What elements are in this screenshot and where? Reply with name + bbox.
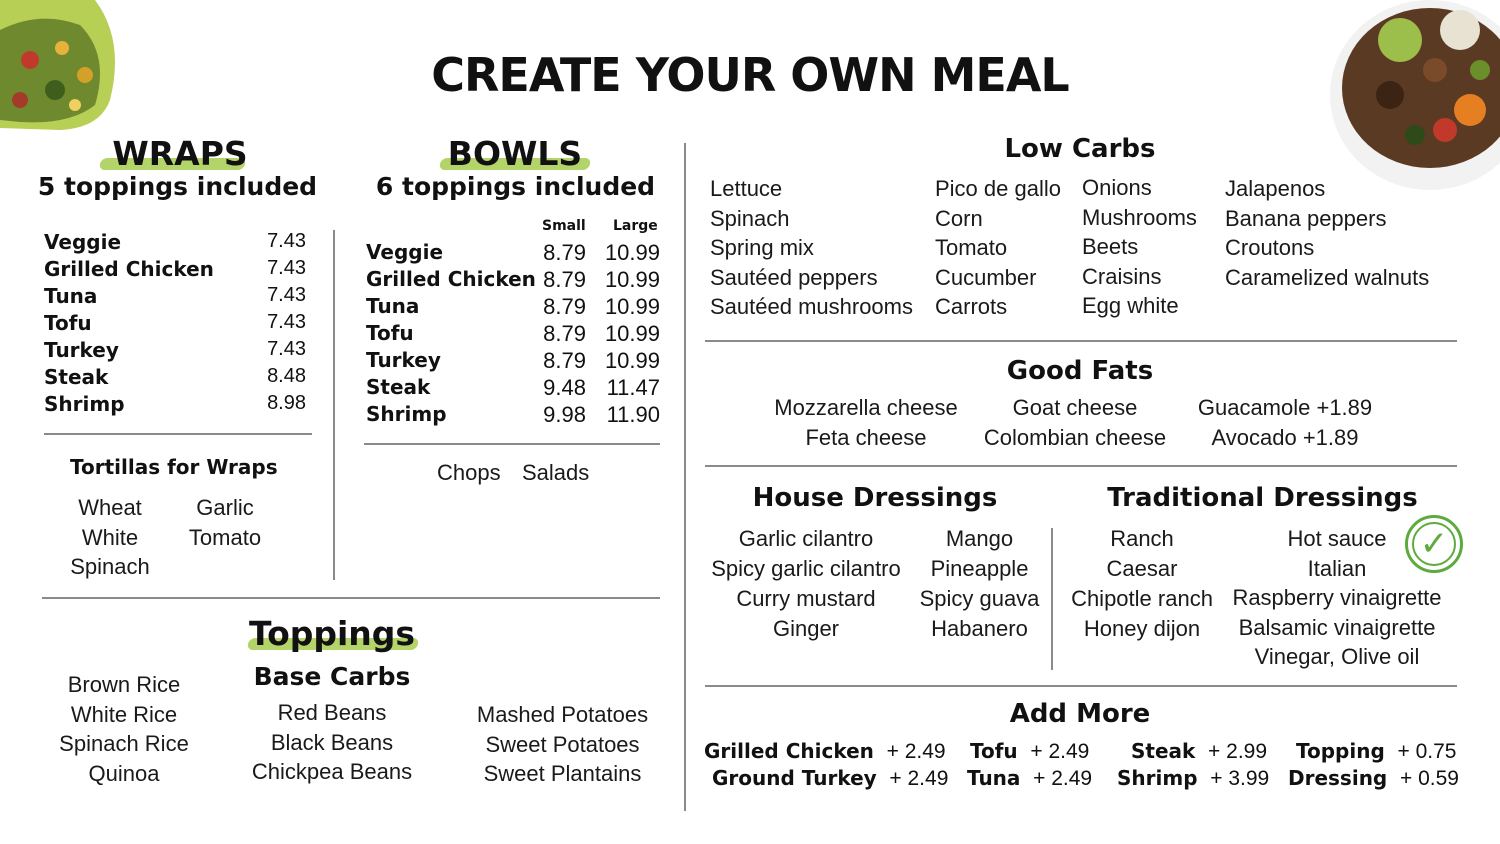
- bowls-item-name: Tuna: [366, 294, 420, 318]
- list-item: Ginger: [772, 616, 840, 641]
- add-more-name: Shrimp: [1117, 766, 1198, 790]
- list-item: Caramelized walnuts: [1225, 264, 1430, 290]
- add-more-price: + 0.59: [1399, 767, 1459, 790]
- list-item: Goat cheese: [1012, 395, 1138, 420]
- wraps-menu-row: [44, 392, 306, 419]
- good-fats-divider: [705, 465, 1457, 467]
- low-carbs-divider: [705, 340, 1457, 342]
- traditional-dressings-col1: [1062, 524, 1222, 644]
- wraps-item-name: Tuna: [44, 284, 98, 308]
- bowls-item-name: Steak: [366, 375, 431, 399]
- list-item: Spinach: [710, 205, 790, 231]
- list-item: Craisins: [1082, 263, 1162, 289]
- list-item: Pico de gallo: [935, 176, 1061, 201]
- house-dressings-col1: [706, 524, 906, 644]
- list-item: White: [81, 524, 139, 550]
- bowls-item-name: Turkey: [366, 348, 441, 372]
- bowls-item-large-price: 11.47: [606, 375, 660, 400]
- bowls-heading: BOWLS: [447, 134, 583, 173]
- bowls-item-name: Veggie: [366, 240, 444, 264]
- wraps-item-price: 8.98: [267, 392, 306, 414]
- bowls-item-small-price: 8.79: [543, 267, 586, 292]
- list-item: Mango: [945, 526, 1014, 551]
- list-item: Raspberry vinaigrette: [1232, 585, 1442, 610]
- bowls-item-large-price: 10.99: [604, 348, 660, 373]
- bowls-menu-row: [366, 267, 660, 294]
- add-more-price: + 2.49: [889, 767, 949, 790]
- good-fats-heading: Good Fats: [1006, 356, 1154, 386]
- house-dressings-heading: House Dressings: [752, 483, 998, 513]
- page-title: CREATE YOUR OWN MEAL: [431, 48, 1069, 102]
- bowls-menu-row: [366, 402, 660, 429]
- list-item: Hot sauce: [1287, 526, 1387, 551]
- base-carbs-col2: [237, 698, 427, 787]
- bowls-item-small-price: 8.79: [543, 321, 586, 346]
- add-more-name: Ground Turkey: [712, 766, 877, 790]
- list-item: Mashed Potatoes: [476, 702, 649, 727]
- dressings-bottom-divider: [705, 685, 1457, 687]
- add-more-name: Dressing: [1288, 766, 1388, 790]
- wraps-menu-row: [44, 365, 306, 392]
- base-carbs-heading: Base Carbs: [253, 662, 411, 691]
- bowls-menu-row: [366, 294, 660, 321]
- bowls-item-small-price: 8.79: [543, 294, 586, 319]
- list-item: White Rice: [70, 701, 178, 727]
- list-item: Corn: [935, 205, 983, 231]
- list-item: Tomato: [935, 235, 1008, 260]
- tortillas-col1: [60, 493, 160, 582]
- bowls-item-large-price: 11.90: [606, 402, 660, 427]
- bowls-style-chops: Chops: [437, 460, 501, 485]
- wraps-menu-row: [44, 311, 306, 338]
- bowls-style-salads: Salads: [522, 460, 590, 485]
- list-item: Beets: [1082, 234, 1139, 259]
- low-carbs-col1: [710, 174, 913, 322]
- bowls-item-large-price: 10.99: [604, 321, 660, 346]
- bowls-item-large-price: 10.99: [604, 240, 660, 265]
- list-item: Spicy garlic cilantro: [711, 556, 901, 581]
- good-fats-col3: [1185, 393, 1385, 452]
- bowls-small-header: Small: [542, 218, 586, 234]
- list-item: Carrots: [935, 294, 1008, 319]
- bowls-item-small-price: 8.79: [543, 348, 586, 373]
- add-more-item: [704, 739, 946, 764]
- wraps-item-name: Tofu: [44, 311, 92, 335]
- main-vertical-divider: [684, 143, 686, 811]
- bowls-large-header: Large: [613, 218, 658, 234]
- list-item: Lettuce: [710, 176, 783, 201]
- add-more-item: [970, 739, 1089, 764]
- wraps-menu-row: [44, 338, 306, 365]
- add-more-heading: Add More: [1009, 699, 1151, 729]
- add-more-price: + 0.75: [1397, 740, 1457, 763]
- add-more-name: Steak: [1131, 739, 1196, 763]
- list-item: Italian: [1307, 555, 1367, 581]
- list-item: Sweet Potatoes: [485, 731, 640, 757]
- bowls-menu-row: [366, 348, 660, 375]
- bowls-divider: [364, 443, 660, 445]
- add-more-name: Topping: [1296, 739, 1385, 763]
- wraps-menu-row: [44, 230, 306, 257]
- add-more-item: [712, 766, 948, 791]
- wraps-menu-row: [44, 284, 306, 311]
- list-item: Feta cheese: [805, 424, 927, 450]
- add-more-name: Grilled Chicken: [704, 739, 874, 763]
- wraps-heading: WRAPS: [112, 134, 248, 173]
- bowls-menu-row: [366, 240, 660, 267]
- list-item: Spinach Rice: [59, 731, 189, 756]
- low-carbs-col2: [935, 174, 1061, 322]
- house-dressings-col2: [912, 524, 1047, 644]
- bowls-item-small-price: 9.48: [543, 375, 586, 400]
- list-item: Chickpea Beans: [251, 759, 413, 784]
- list-item: Sweet Plantains: [483, 761, 642, 786]
- good-fats-col2: [975, 393, 1175, 452]
- bowls-item-name: Tofu: [366, 321, 414, 345]
- list-item: Spicy guava: [919, 586, 1040, 611]
- list-item: Brown Rice: [67, 672, 181, 697]
- list-item: Quinoa: [88, 760, 160, 786]
- tortillas-col2: [175, 493, 275, 552]
- low-carbs-heading: Low Carbs: [1004, 134, 1156, 164]
- list-item: Chipotle ranch: [1071, 586, 1213, 611]
- list-item: Caesar: [1106, 556, 1178, 581]
- wraps-item-price: 7.43: [267, 311, 306, 333]
- wraps-item-name: Veggie: [44, 230, 122, 254]
- traditional-dressings-heading: Traditional Dressings: [1107, 483, 1418, 513]
- bowls-item-name: Shrimp: [366, 402, 447, 426]
- base-carbs-col1: [40, 670, 208, 788]
- add-more-price: + 2.49: [1033, 767, 1093, 790]
- list-item: Banana peppers: [1225, 205, 1387, 231]
- tortillas-heading: Tortillas for Wraps: [70, 455, 278, 479]
- wraps-subheading: 5 toppings included: [37, 172, 318, 201]
- low-carbs-col4: [1225, 174, 1429, 292]
- list-item: Balsamic vinaigrette: [1238, 614, 1436, 640]
- dressings-divider: [1051, 528, 1053, 670]
- list-item: Mushrooms: [1082, 204, 1197, 230]
- list-item: Avocado +1.89: [1211, 424, 1359, 450]
- list-item: Pineapple: [930, 556, 1029, 581]
- list-item: Ranch: [1110, 526, 1174, 551]
- add-more-name: Tuna: [967, 766, 1021, 790]
- wraps-item-name: Shrimp: [44, 392, 125, 416]
- list-item: Garlic cilantro: [738, 526, 874, 551]
- list-item: Red Beans: [277, 700, 387, 725]
- list-item: Guacamole +1.89: [1197, 395, 1373, 420]
- add-more-price: + 2.99: [1208, 740, 1268, 763]
- add-more-item: [1117, 766, 1269, 791]
- bowls-item-large-price: 10.99: [604, 267, 660, 292]
- wraps-item-price: 7.43: [267, 338, 306, 360]
- bowls-item-large-price: 10.99: [604, 294, 660, 319]
- bowls-subheading: 6 toppings included: [375, 172, 656, 201]
- list-item: Colombian cheese: [983, 424, 1167, 450]
- list-item: Croutons: [1225, 235, 1315, 260]
- list-item: Spinach: [70, 554, 150, 579]
- bowls-item-small-price: 8.79: [543, 240, 586, 265]
- list-item: Mozzarella cheese: [774, 395, 958, 420]
- list-item: Wheat: [78, 495, 142, 520]
- bowls-item-small-price: 9.98: [543, 402, 586, 427]
- list-item: Jalapenos: [1225, 176, 1326, 201]
- add-more-price: + 3.99: [1210, 767, 1270, 790]
- list-item: Onions: [1082, 175, 1152, 200]
- list-item: Vinegar, Olive oil: [1254, 644, 1420, 669]
- wraps-item-price: 7.43: [267, 284, 306, 306]
- wraps-item-name: Grilled Chicken: [44, 257, 214, 281]
- bowls-item-name: Grilled Chicken: [366, 267, 536, 291]
- bowls-menu-row: [366, 375, 660, 402]
- wraps-item-name: Steak: [44, 365, 109, 389]
- list-item: Spring mix: [710, 235, 814, 260]
- wraps-item-price: 7.43: [267, 257, 306, 279]
- low-carbs-col3: [1082, 173, 1197, 321]
- vegan-friendly-icon: ✓: [1405, 515, 1463, 573]
- good-fats-col1: [760, 393, 972, 452]
- add-more-name: Tofu: [970, 739, 1018, 763]
- add-more-item: [1296, 739, 1456, 764]
- toppings-heading: Toppings: [248, 614, 416, 653]
- list-item: Garlic: [196, 495, 254, 520]
- list-item: Sautéed mushrooms: [710, 294, 913, 319]
- base-carbs-col3: [460, 700, 665, 789]
- wraps-item-price: 7.43: [267, 230, 306, 252]
- wraps-menu-row: [44, 257, 306, 284]
- add-more-item: [967, 766, 1092, 791]
- left-section-divider: [42, 597, 660, 599]
- list-item: Honey dijon: [1083, 616, 1201, 641]
- list-item: Egg white: [1082, 293, 1179, 318]
- wraps-divider: [44, 433, 312, 435]
- add-more-price: + 2.49: [886, 740, 946, 763]
- list-item: Curry mustard: [736, 586, 876, 611]
- wraps-item-name: Turkey: [44, 338, 119, 362]
- list-item: Black Beans: [270, 729, 394, 755]
- list-item: Cucumber: [935, 264, 1037, 290]
- wraps-item-price: 8.48: [267, 365, 306, 387]
- list-item: Sautéed peppers: [710, 264, 878, 290]
- wraps-bowls-divider: [333, 230, 335, 580]
- list-item: Habanero: [931, 616, 1028, 641]
- bowls-menu-row: [366, 321, 660, 348]
- add-more-item: [1288, 766, 1459, 791]
- add-more-item: [1131, 739, 1267, 764]
- list-item: Tomato: [188, 524, 262, 550]
- add-more-price: + 2.49: [1030, 740, 1090, 763]
